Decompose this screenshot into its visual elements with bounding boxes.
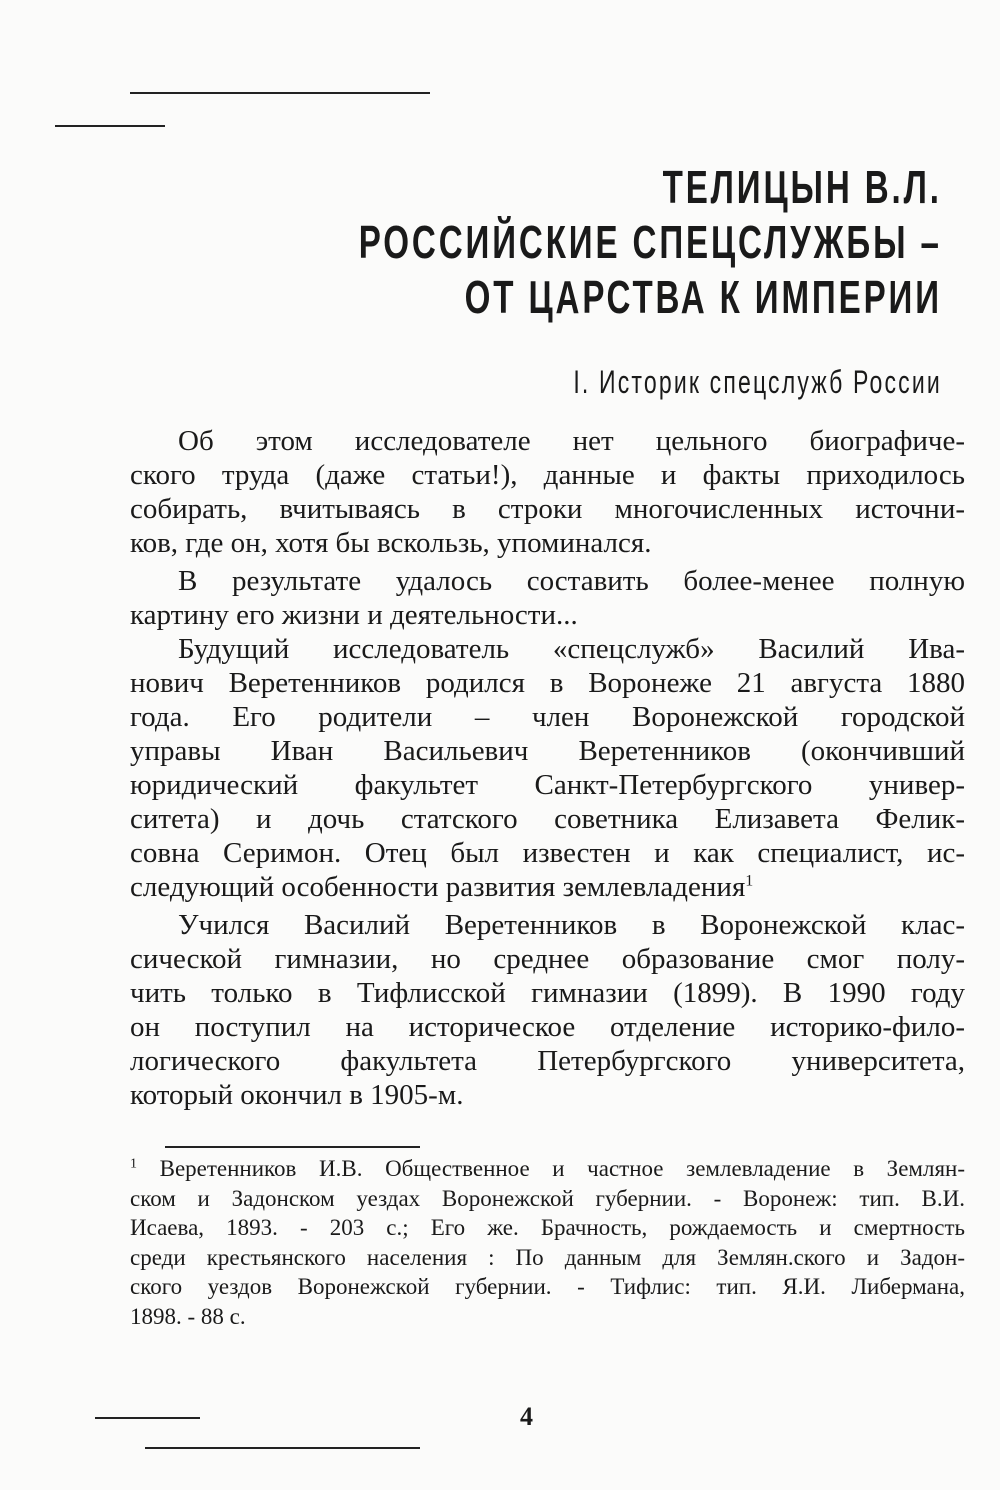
book-title-line: РОССИЙСКИЕ СПЕЦСЛУЖБЫ –	[358, 216, 942, 268]
text-line: который окончил в 1905-м.	[130, 1079, 464, 1111]
text-line: он поступил на историческое отделение историко-фило-	[130, 1011, 965, 1043]
footnote-line	[130, 1154, 965, 1184]
decorative-rule	[55, 125, 165, 127]
text-line	[130, 870, 965, 904]
text-line: нович Веретенников родился в Воронеже 21 августа 1880	[130, 667, 965, 699]
footnote-line: 1898. - 88 с.	[130, 1303, 246, 1329]
text-line: ков, где он, хотя бы вскользь, упоминался.	[130, 527, 652, 559]
footnote-line: среди крестьянского населения : По данным для Землян.ского и Задон-	[130, 1244, 965, 1270]
footnote-line: ском и Задонском уездах Воронежской губернии. - Воронеж: тип. В.И.	[130, 1185, 965, 1211]
body-text	[130, 424, 965, 1112]
decorative-rule	[95, 1417, 200, 1419]
author-name: ТЕЛИЦЫН В.Л.	[662, 161, 942, 213]
text-line: логического факультета Петербургского университета,	[130, 1045, 965, 1077]
text-line: картину его жизни и деятельности...	[130, 599, 578, 631]
text-line: Об этом исследователе нет цельного биографиче-	[178, 425, 965, 457]
footnote	[130, 1154, 965, 1332]
text-line: ского труда (даже статьи!), данные и факты приходилось	[130, 459, 965, 491]
text-line: чить только в Тифлисской гимназии (1899). В 1990 году	[130, 977, 965, 1009]
text-line: Учился Василий Веретенников в Воронежской клас-	[178, 909, 965, 941]
text-line-content: следующий особенности развития землевладения	[130, 871, 746, 903]
footnote-reference: 1	[745, 872, 754, 890]
text-line: управы Иван Васильевич Веретенников (окончивший	[130, 735, 965, 767]
text-line: собирать, вчитываясь в строки многочисленных источни-	[130, 493, 965, 525]
footnote-line: Исаева, 1893. - 203 с.; Его же. Брачность, рождаемость и смертность	[130, 1215, 965, 1241]
text-line: юридический факультет Санкт-Петербургского универ-	[130, 769, 965, 801]
text-line: В результате удалось составить более-менее полную	[178, 565, 965, 597]
book-title-line: ОТ ЦАРСТВА К ИМПЕРИИ	[464, 271, 942, 323]
text-line: года. Его родители – член Воронежской городской	[130, 701, 965, 733]
text-line: сической гимназии, но среднее образование смог полу-	[130, 943, 965, 975]
page-number: 4	[520, 1402, 533, 1431]
text-line: совна Серимон. Отец был известен и как специалист, ис-	[130, 837, 965, 869]
footnote-separator	[165, 1146, 420, 1148]
decorative-rule	[145, 1447, 420, 1449]
decorative-rule	[130, 92, 430, 94]
footnote-line: ского уездов Воронежской губернии. - Тифлис: тип. Я.И. Либермана,	[130, 1274, 965, 1300]
text-line: ситета) и дочь статского советника Елизавета Фелик-	[130, 803, 965, 835]
footnote-text: Веретенников И.В. Общественное и частное землевладение в Землян-	[159, 1156, 965, 1181]
text-line: Будущий исследователь «спецслужб» Василий Ива-	[178, 633, 965, 665]
footnote-number: 1	[130, 1156, 137, 1172]
section-heading: I. Историк спецслужб России	[573, 364, 942, 400]
